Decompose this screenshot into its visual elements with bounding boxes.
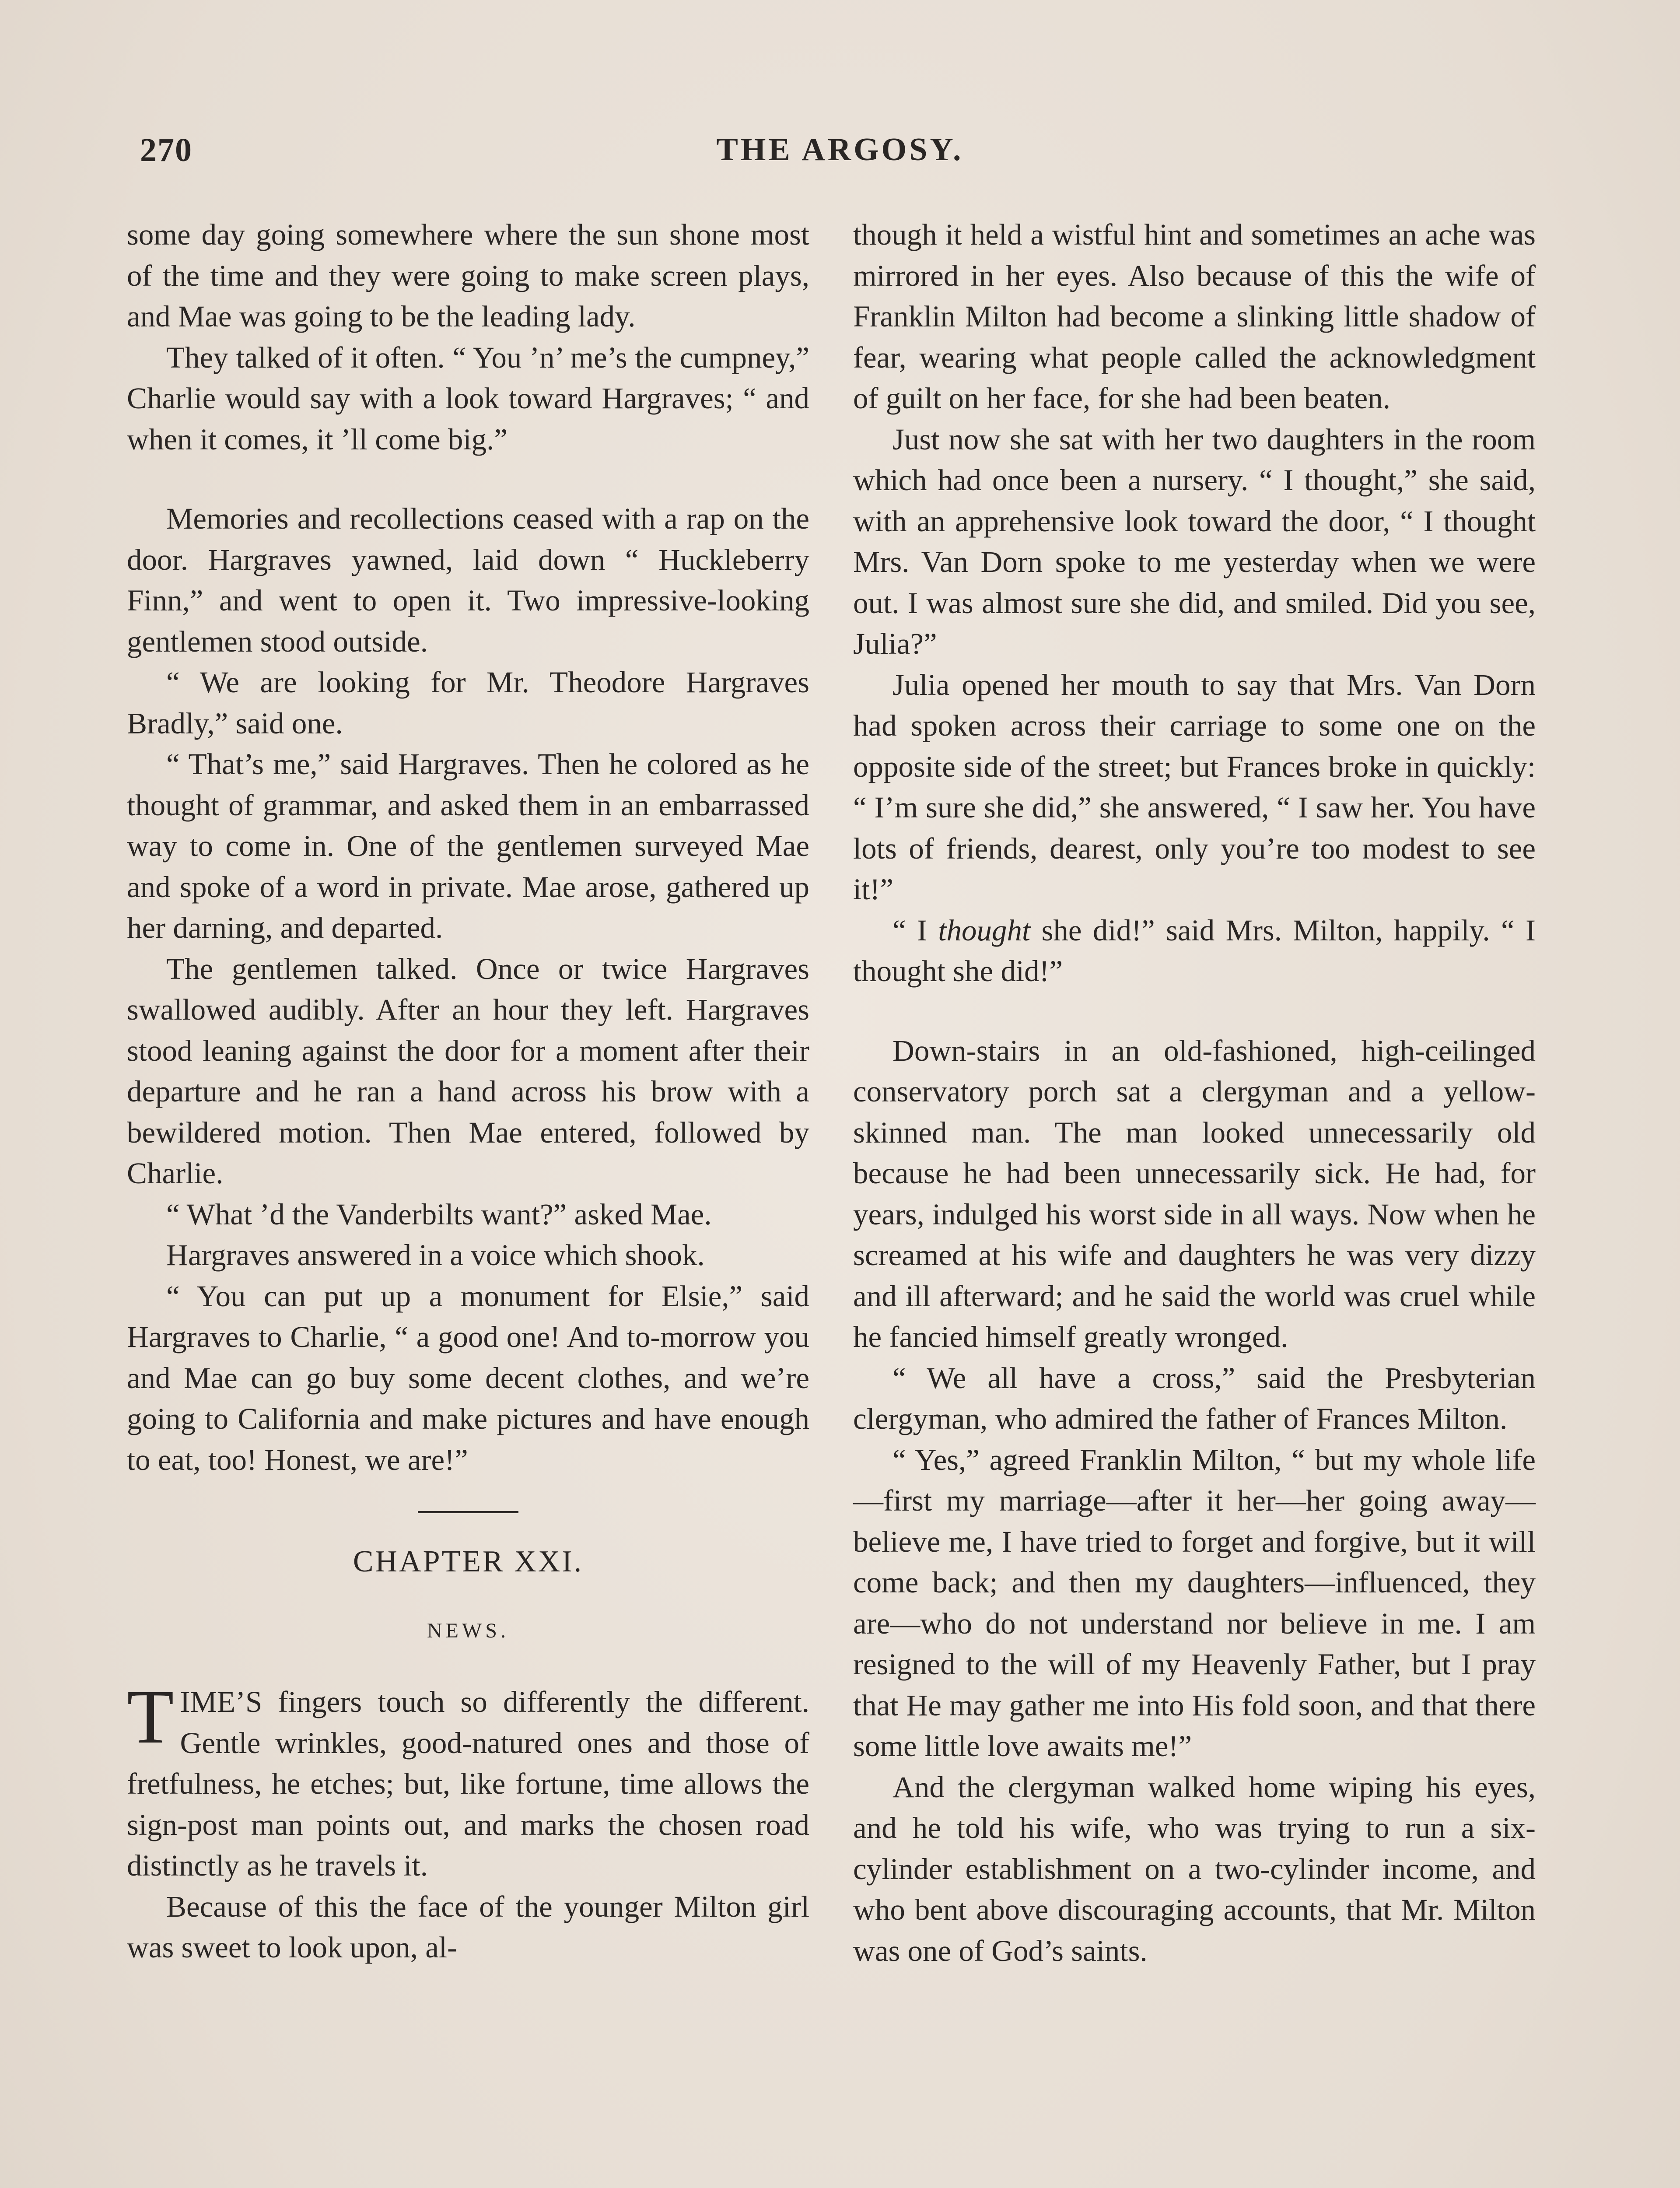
drop-cap: T xyxy=(127,1674,174,1760)
paragraph: The gentlemen talked. Once or twice Hargraves swallowed audibly. After an hour they left. Hargraves stood leaning against the door for a moment after their departure and he ran a hand across his brow with a bewildered motion. Then Mae entered, followed by Charlie. xyxy=(127,952,809,1190)
paragraph: some day going somewhere where the sun shone most of the time and they were going to make screen plays, and Mae was going to be the leading lady. xyxy=(127,218,809,333)
paragraph: “ What ’d the Vanderbilts want?” asked Mae. xyxy=(166,1197,712,1231)
right-column xyxy=(853,214,1536,1971)
paragraph-text: IME’S fingers touch so differently the different. Gentle wrinkles, good-natured ones and those of fretfulness, he etches; but, like fortune, time allows the sign-post man points out, and marks the chosen road distinctly as he travels it. xyxy=(127,1685,809,1882)
paragraph: “ That’s me,” said Hargraves. Then he colored as he thought of grammar, and asked them in an embarrassed way to come in. One of the gentlemen surveyed Mae and spoke of a word in private. Mae arose, gathered up her darning, and departed. xyxy=(127,747,809,944)
paragraph: Hargraves answered in a voice which shook. xyxy=(166,1238,705,1272)
paragraph xyxy=(853,910,1536,992)
paragraph: “ We all have a cross,” said the Presbyterian clergyman, who admired the father of Frances Milton. xyxy=(853,1361,1536,1435)
paragraph: “ We are looking for Mr. Theodore Hargraves Bradly,” said one. xyxy=(127,666,809,740)
paragraph: Just now she sat with her two daughters in the room which had once been a nursery. “ I thought,” she said, with an apprehensive look toward the door, “ I thought Mrs. Van Dorn spoke to me yesterday when we were out. I was almost sure she did, and smiled. Did you see, Julia?” xyxy=(853,422,1536,660)
chapter-subtitle: NEWS. xyxy=(427,1619,509,1642)
paragraph: “ Yes,” agreed Franklin Milton, “ but my whole life—first my marriage—after it her—her going away—believe me, I have tried to forget and forgive, but it will come back; and then my daughters—influenced, they are—who do not understand nor believe in me. I am resigned to the will of my Heavenly Father, but I pray that He may gather me into His fold soon, and that there some little love awaits me!” xyxy=(853,1443,1536,1763)
section-divider xyxy=(418,1511,518,1513)
paragraph: Because of this the face of the younger Milton girl was sweet to look upon, al- xyxy=(127,1890,809,1964)
chapter-title: CHAPTER XXI. xyxy=(353,1545,584,1578)
paragraph-text: “ I xyxy=(892,913,938,947)
paragraph: Julia opened her mouth to say that Mrs. Van Dorn had spoken across their carriage to some one on the opposite side of the street; but Frances broke in quickly: “ I’m sure she did,” she answered, “ I saw her. You have lots of friends, dearest, only you’re too modest to see it!” xyxy=(853,668,1536,906)
paragraph-text: she did!” said Mrs. Milton, happily. “ I thought she did!” xyxy=(853,913,1536,988)
paragraph: And the clergyman walked home wiping his eyes, and he told his wife, who was trying to run a six-cylinder establishment on a two-cylinder income, and who bent above discouraging accounts, that Mr. Milton was one of God’s saints. xyxy=(853,1770,1536,1967)
paragraph: Memories and recollections ceased with a rap on the door. Hargraves yawned, laid down “ Huckleberry Finn,” and went to open it. Two impressive-looking gentlemen stood outside. xyxy=(127,502,809,658)
paragraph: They talked of it often. “ You ’n’ me’s the cumpney,” Charlie would say with a look toward Hargraves; “ and when it comes, it ’ll come big.” xyxy=(127,340,809,456)
chapter-opening-paragraph xyxy=(127,1674,809,1886)
italic-word: thought xyxy=(938,913,1031,947)
page-header xyxy=(140,131,1540,179)
left-column xyxy=(127,214,809,1968)
running-head: THE ARGOSY. xyxy=(716,132,964,168)
page-number: 270 xyxy=(140,132,192,168)
paragraph: Down-stairs in an old-fashioned, high-ceilinged conservatory porch sat a clergyman and a yellow-skinned man. The man looked unnecessarily old because he had been unnecessarily sick. He had, for years, indulged his worst side in all ways. Now when he screamed at his wife and daughters he was very dizzy and ill afterward; and he said the world was cruel while he fancied himself greatly wronged. xyxy=(853,1034,1536,1353)
paragraph: “ You can put up a monument for Elsie,” said Hargraves to Charlie, “ a good one! And to-morrow you and Mae can go buy some decent clothes, and we’re going to California and make pictures and have enough to eat, too! Honest, we are!” xyxy=(127,1279,809,1476)
paragraph: though it held a wistful hint and sometimes an ache was mirrored in her eyes. Also because of this the wife of Franklin Milton had become a slinking little shadow of fear, wearing what people called the acknowledgment of guilt on her face, for she had been beaten. xyxy=(853,218,1536,415)
